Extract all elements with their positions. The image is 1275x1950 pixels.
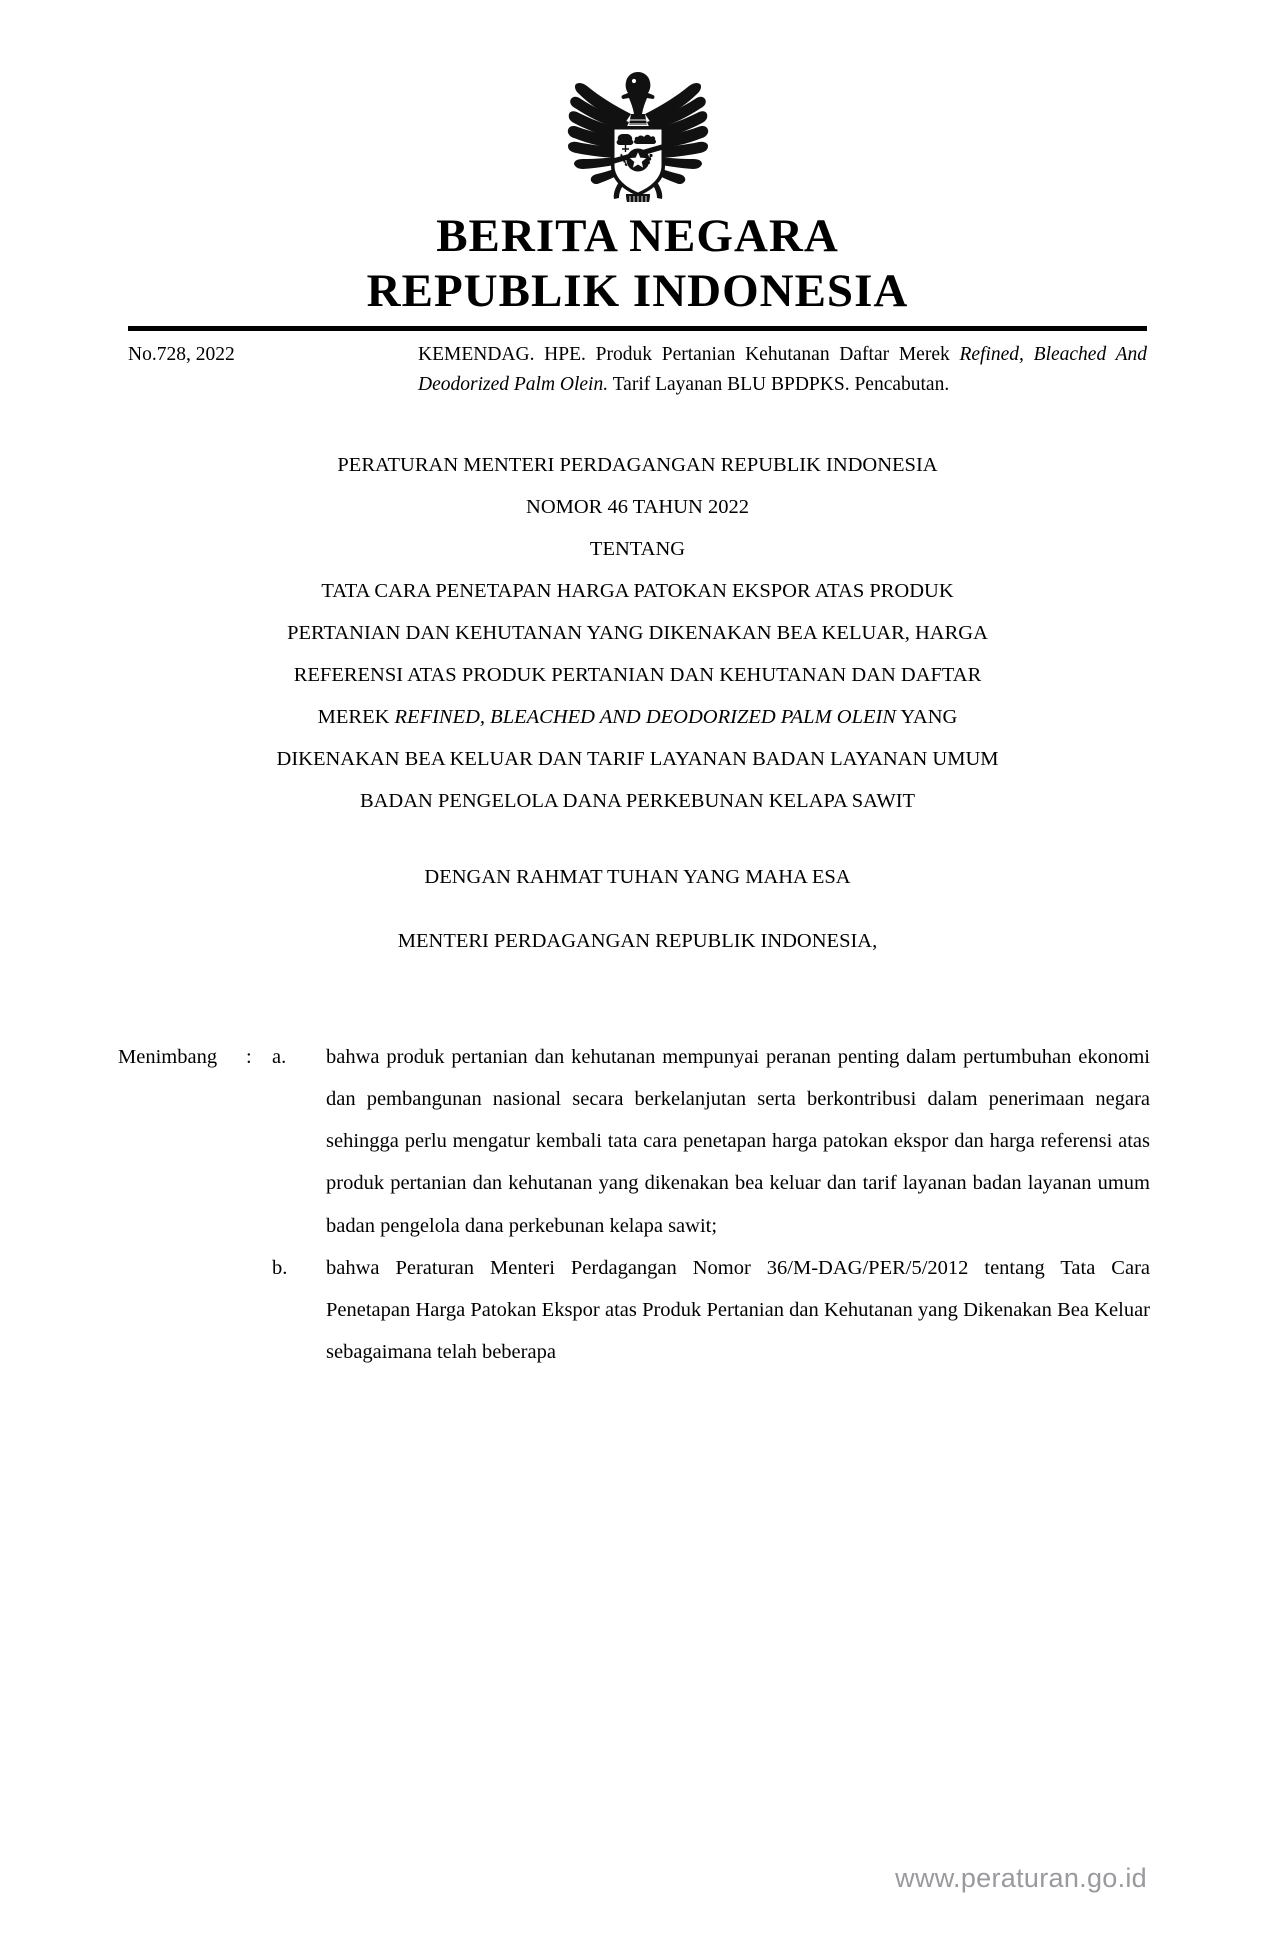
masthead-line-1: BERITA NEGARA xyxy=(436,210,839,262)
spacer-after-title xyxy=(0,822,1275,856)
consideration-text-b: bahwa Peraturan Menteri Perdagangan Nomor 36/M-DAG/PER/5/2012 tentang Tata Cara Penetapan Harga Patokan Ekspor atas Produk Pertanian dan Kehutanan yang Dikenakan Bea Keluar sebagaimana telah beberapa xyxy=(326,1256,1150,1364)
title-body-line-4 xyxy=(100,696,1175,738)
gazette-subject xyxy=(418,340,1147,399)
authority-line: MENTERI PERDAGANGAN REPUBLIK INDONESIA, xyxy=(397,929,878,952)
blessing-line: DENGAN RAHMAT TUHAN YANG MAHA ESA xyxy=(424,865,851,888)
title-body-line-5: DIKENAKAN BEA KELUAR DAN TARIF LAYANAN BADAN LAYANAN UMUM xyxy=(276,747,999,770)
consideration-marker-a: a. xyxy=(272,1045,287,1068)
consideration-marker-b: b. xyxy=(272,1256,288,1279)
regulation-title-block xyxy=(100,444,1175,822)
title-body-line-4-a: MEREK xyxy=(317,705,395,728)
considerations-label: Menimbang xyxy=(118,1045,218,1068)
consideration-item-a xyxy=(118,1036,1150,1247)
considerations-section xyxy=(118,1036,1150,1374)
gazette-number: No.728, 2022 xyxy=(128,344,235,366)
title-body-line-6: BADAN PENGELOLA DANA PERKEBUNAN KELAPA SAWIT xyxy=(359,789,916,812)
considerations-colon: : xyxy=(246,1045,252,1068)
masthead-line-2: REPUBLIK INDONESIA xyxy=(366,264,909,317)
title-line-2-number: NOMOR 46 TAHUN 2022 xyxy=(526,495,749,518)
consideration-item-b xyxy=(118,1247,1150,1374)
title-body-line-4-italic: REFINED, BLEACHED AND DEODORIZED PALM OLEIN xyxy=(394,705,897,728)
subject-part-2-italic: Refined, Bleached And Deodorized Palm Olein. xyxy=(418,344,1147,395)
masthead xyxy=(0,210,1275,317)
title-line-3-tentang: TENTANG xyxy=(589,537,686,560)
subject-part-3: Tarif Layanan BLU BPDPKS. Pencabutan. xyxy=(608,373,950,395)
gazette-meta xyxy=(128,340,1147,399)
subject-part-1: KEMENDAG. HPE. Produk Pertanian Kehutanan Daftar Merek xyxy=(418,344,960,366)
title-body-line-2: PERTANIAN DAN KEHUTANAN YANG DIKENAKAN BEA KELUAR, HARGA xyxy=(287,621,988,644)
title-body-line-1: TATA CARA PENETAPAN HARGA PATOKAN EKSPOR ATAS PRODUK xyxy=(321,579,954,602)
title-body-line-3: REFERENSI ATAS PRODUK PERTANIAN DAN KEHUTANAN DAN DAFTAR xyxy=(293,663,982,686)
emblem-container xyxy=(0,0,1275,202)
garuda-pancasila-emblem xyxy=(543,62,733,202)
masthead-divider xyxy=(128,326,1147,331)
footer-watermark: www.peraturan.go.id xyxy=(895,1863,1147,1893)
title-body-line-4-b: YANG xyxy=(896,705,958,728)
spacer-after-blessing xyxy=(0,898,1275,920)
consideration-text-a: bahwa produk pertanian dan kehutanan mempunyai peranan penting dalam pertumbuhan ekonomi dan pembangunan nasional secara berkelanjutan serta berkontribusi dalam penerimaan negara sehingga perlu mengatur kembali tata cara penetapan harga patokan ekspor dan harga referensi atas produk pertanian dan kehutanan yang dikenakan bea keluar dan tarif layanan badan layanan umum badan pengelola dana perkebunan kelapa sawit; xyxy=(326,1045,1150,1237)
title-line-1: PERATURAN MENTERI PERDAGANGAN REPUBLIK INDONESIA xyxy=(337,453,938,476)
